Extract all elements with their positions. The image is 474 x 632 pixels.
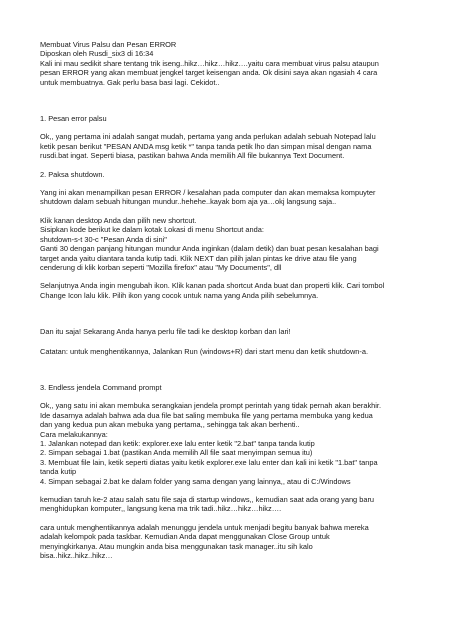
body-line: menghidupkan komputer,, langsung kena ma trik tadi..hikz…hikz…hikz…. [40,504,282,514]
body-line: shutdown-s-t 30-c "Pesan Anda di sini" [40,234,167,244]
body-line: Cara melakukannya: [40,429,108,439]
body-line: Yang ini akan menampilkan pesan ERROR / kesalahan pada computer dan akan memaksa kompuyter [40,188,376,198]
body-line: ketik pesan berikut "PESAN ANDA msg ketik *" tanpa tanda petik lho dan simpan misal dengan nama [40,141,372,151]
body-line: adalah kelompok pada taskbar. Kemudian Anda dapat menggunakan Close Group untuk [40,532,330,542]
body-line: Selanjutnya Anda ingin mengubah ikon. Klik kanan pada shortcut Anda buat dan properti klik. Cari tombol [40,281,385,291]
body-line: 4. Simpan sebagai 2.bat ke dalam folder yang sama dengan yang lainnya,, atau di C:/Windows [40,476,351,486]
section-1-heading: 1. Pesan error palsu [40,114,107,124]
body-line: Klik kanan desktop Anda dan pilih new shortcut. [40,215,197,225]
body-line: Sisipkan kode berikut ke dalam kotak Lokasi di menu Shortcut anda: [40,225,264,235]
doc-byline: Diposkan oleh Rusdi_six3 di 16:34 [40,49,154,59]
body-line: 1. Jalankan notepad dan ketik: explorer.exe lalu enter ketik "2.bat" tanpa tanda kutip [40,438,315,448]
section-2-note: Catatan: untuk menghentikannya, Jalankan Run (windows+R) dari start menu dan ketik shutdown-a. [40,346,369,356]
intro-line: pesan ERROR yang akan membuat jengkel target keisengan anda. Ok disini saya akan ngasiah 4 cara [40,68,378,78]
section-3-steps [40,401,434,486]
body-line: Ganti 30 dengan panjang hitungan mundur Anda inginkan (dalam detik) dan buat pesan kesalahan bagi [40,244,379,254]
section-2-heading: 2. Paksa shutdown. [40,169,105,179]
section-1-body [40,132,434,160]
body-line: cara untuk menghentikannya adalah menunggu jendela untuk menjadi begitu banyak bahwa mereka [40,522,369,532]
body-line: dan yang kedua pun akan mebuka yang pertama,, sehingga tak akan berhenti.. [40,420,300,430]
section-2-steps [40,216,434,272]
body-line: cenderung di klik korban seperti "Mozilla firefox" atau "My Documents", dll [40,262,282,272]
body-line: Change Icon lalu klik. Pilih ikon yang cocok untuk nama yang Anda pilih sebelumnya. [40,290,319,300]
section-2-intro [40,188,434,207]
intro-line: Kali ini mau sedikit share tentang trik iseng..hikz…hikz…hikz….yaitu cara membuat virus palsu ataupun [40,58,379,68]
body-line: target anda yaitu diantara tanda kutip tadi. Klik NEXT dan pilih jalan pintas ke drive atau file yang [40,253,357,263]
body-line: 2. Simpan sebagai 1.bat (pastikan Anda memilih All file saat menyimpan semua itu) [40,448,313,458]
body-line: bisa..hikz..hikz..hikz… [40,551,113,561]
body-line: 3. Membuat file lain, ketik seperti diatas yaitu ketik explorer.exe lalu enter dan kali ini ketik "1.bat" tanpa [40,457,378,467]
section-3-heading: 3. Endless jendela Command prompt [40,382,162,392]
body-line: kemudian taruh ke-2 atau salah satu file saja di startup windows,, kemudian saat ada orang yang baru [40,495,375,504]
section-2-icon-step [40,281,434,300]
body-line: Ok,, yang satu ini akan membuka serangkaian jendela prompt perintah yang tidak pernah akan berakhir. [40,401,381,411]
body-line: Ok,, yang pertama ini adalah sangat mudah, pertama yang anda perlukan adalah sebuah Notepad lalu [40,132,376,142]
section-3-stop [40,523,434,561]
intro-line: untuk membuatnya. Gak perlu basa basi lagi. Cekidot.. [40,77,220,87]
intro-paragraph [40,59,434,87]
doc-title: Membuat Virus Palsu dan Pesan ERROR [40,40,177,49]
section-2-done: Dan itu saja! Sekarang Anda hanya perlu file tadi ke desktop korban dan lari! [40,327,291,337]
body-line: rusdi.bat ingat. Seperti biasa, pastikan bahwa Anda memilih All file bukannya Text Document. [40,151,345,161]
body-line: Ide dasarnya adalah bahwa ada dua file bat saling membuka file yang pertama membuka yang kedua [40,410,373,420]
body-line: tanda kutip [40,467,77,477]
section-3-startup [40,495,434,514]
body-line: menyingkirkanya. Atau mungkin anda bisa menggunakan task manager..itu sih kalo [40,541,313,551]
body-line: shutdown dalam sebuah hitungan mundur..hehehe..kayak bom aja ya…okj langsung saja.. [40,197,337,207]
